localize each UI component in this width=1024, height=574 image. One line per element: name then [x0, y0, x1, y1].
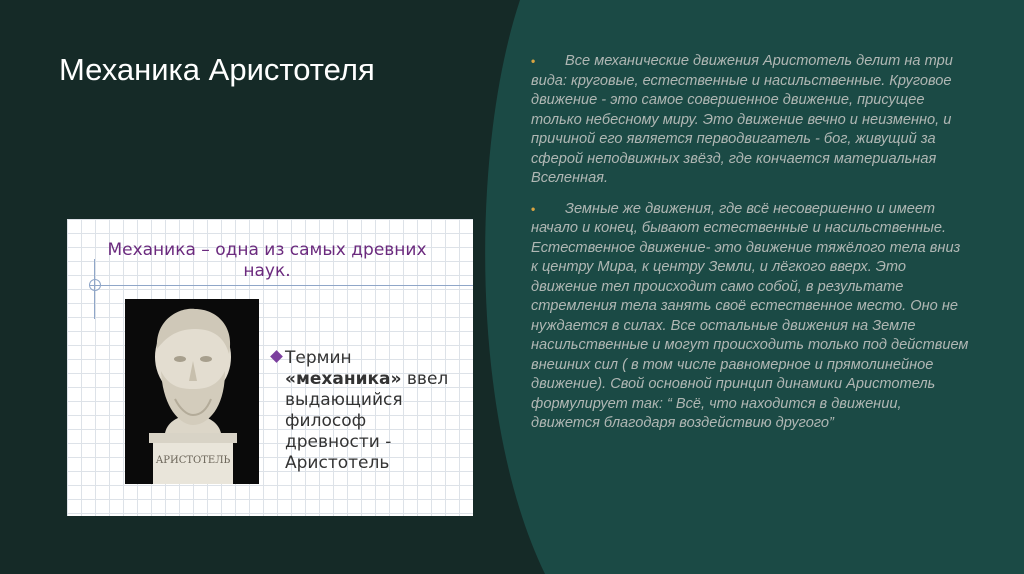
bullet-text: Все механические движения Аристотель делит на три вида: круговые, естественные и насильственные. Круговое движение - это самое совершенное движение, присущее только небесному миру. Это движение вечно и неизменно, и причиной его является перводвигатель - бог, живущий за сферой неподвижных звёзд, где кончается материальная Вселенная.	[531, 53, 953, 186]
card-text-after: ввел выдающийся философ древности - Аристотель	[285, 369, 449, 473]
bullet-item	[531, 52, 971, 189]
bullet-item	[531, 200, 971, 434]
card-heading: Механика – одна из самых древних наук.	[107, 240, 427, 281]
bust-illustration	[125, 299, 259, 484]
purple-bullet-icon	[270, 350, 283, 363]
bust-caption: АРИСТОТЕЛЬ	[155, 455, 231, 466]
illustration-card	[67, 219, 473, 516]
aristotle-bust-image	[125, 299, 259, 484]
bullet-marker-icon: •	[531, 201, 536, 216]
card-text-before: Термин	[285, 348, 352, 368]
card-description	[285, 348, 465, 474]
card-term: «механика»	[285, 369, 402, 389]
bullet-marker-icon: •	[531, 54, 536, 68]
bullet-list	[531, 52, 971, 445]
guide-line-horizontal	[89, 285, 473, 286]
slide-title: Механика Аристотеля	[59, 52, 375, 87]
bullet-text: Земные же движения, где всё несовершенно и имеет начало и конец, бывают естественные и насильственные. Естественное движение- это движение тяжёлого тела вниз к центру Мира, к центру Земли, и лёгкого вверх. Это движение тел происходит само собой, в результате стремления тела занять своё естественное место. Оно не нуждается в силах. Все остальные движения на Земле насильственные и могут происходить только под действием внешних сил ( в том числе равномерное и прямолинейное движение). Свой основной принцип динамики Аристотель формулирует так: “ Всё, что находится в движении, движется благодаря воздействию другого”	[531, 200, 969, 431]
